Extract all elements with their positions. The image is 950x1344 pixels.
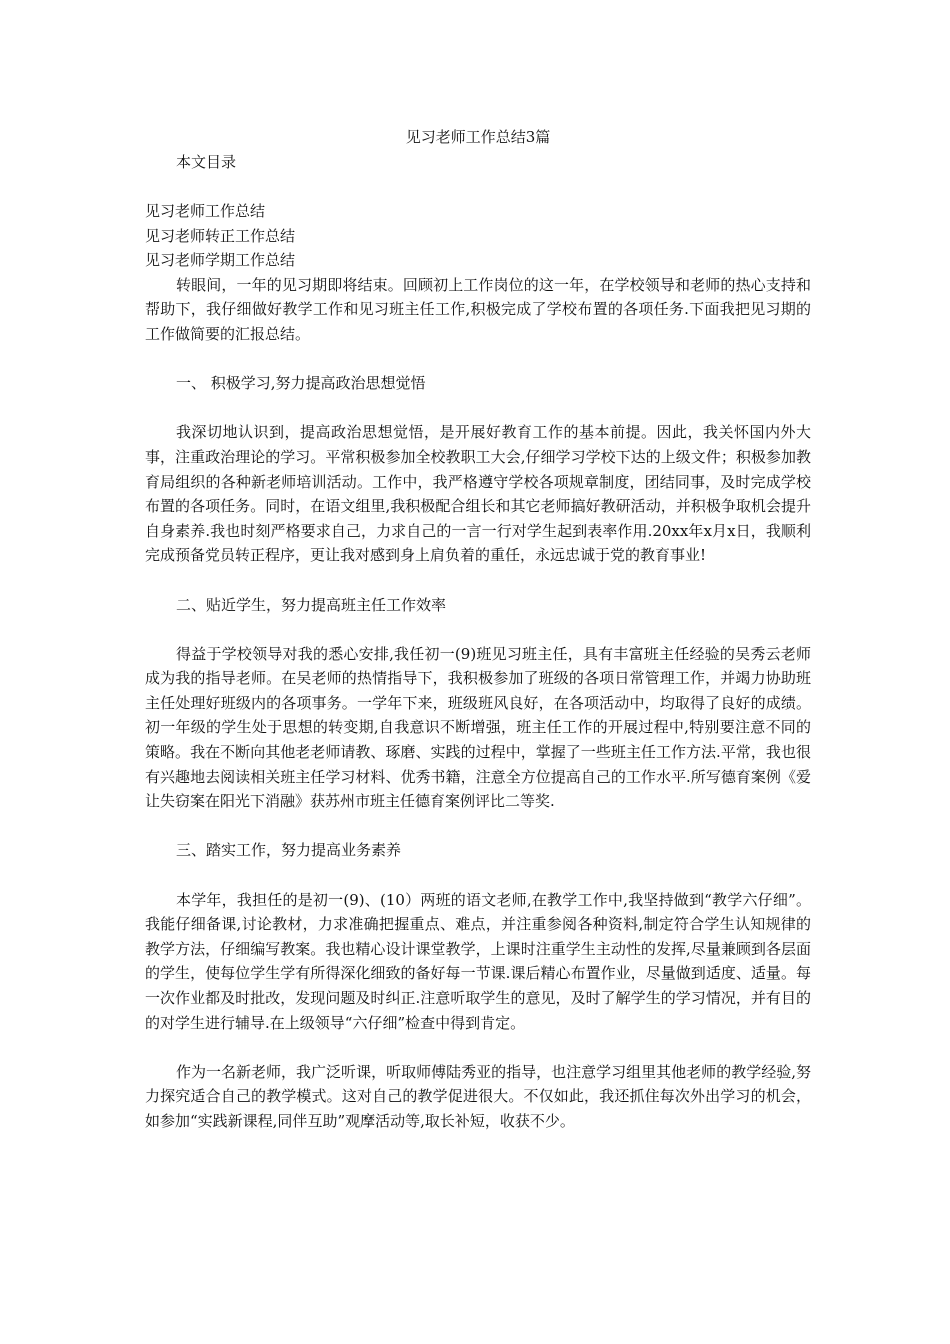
toc-heading: 本文目录	[176, 153, 237, 171]
spacer	[145, 814, 811, 839]
spacer	[145, 1035, 811, 1060]
section-body-2: 得益于学校领导对我的悉心安排,我任初一(9)班见习班主任，具有丰富班主任经验的吴秀云老师成为我的指导老师。在吴老师的热情指导下，我积极参加了班级的各项日常管理工作，并竭力协助班主任处理好班级内的各项事务。一学年下来，班级班风良好，在各项活动中，均取得了良好的成绩。初一年级的学生处于思想的转变期,自我意识不断增强，班主任工作的开展过程中,特别要注意不同的策略。我在不断向其他老老师请教、琢磨、实践的过程中，掌握了一些班主任工作方法.平常，我也很有兴趣地去阅读相关班主任学习材料、优秀书籍，注意全方位提高自己的工作水平.所写德育案例《爱让失窃案在阳光下消融》获苏州市班主任德育案例评比二等奖.	[145, 644, 811, 811]
spacer	[145, 863, 811, 888]
spacer	[145, 568, 811, 593]
spacer	[145, 617, 811, 642]
document-title: 见习老师工作总结3篇	[405, 128, 551, 146]
toc-item-2: 见习老师转正工作总结	[145, 226, 296, 245]
section-heading-3: 三、踏实工作，努力提高业务素养	[176, 841, 402, 860]
section-heading-2: 二、贴近学生，努力提高班主任工作效率	[176, 595, 447, 614]
toc-item-1: 见习老师工作总结	[145, 202, 266, 220]
spacer	[145, 347, 811, 372]
toc-item-3: 见习老师学期工作总结	[145, 251, 296, 270]
section-heading-1: 一、 积极学习,努力提高政治思想觉悟	[176, 374, 426, 393]
spacer	[145, 396, 811, 421]
section-body-3a: 本学年，我担任的是初一(9)、(10）两班的语文老师,在教学工作中,我坚持做到“教学六仔细”。我能仔细备课,讨论教材，力求准确把握重点、难点，并注重参阅各种资料,制定符合学生认知规律的教学方法，仔细编写教案。我也精心设计课堂教学，上课时注重学生主动性的发挥,尽量兼顾到各层面的学生，使每位学生学有所得深化细致的备好每一节课.课后精心布置作业，尽量做到适度、适量。每一次作业都及时批改，发现问题及时纠正.注意听取学生的意见，及时了解学生的学习情况，并有目的的对学生进行辅导.在上级领导“六仔细”检查中得到肯定。	[145, 890, 811, 1032]
section-body-1: 我深切地认识到，提高政治思想觉悟，是开展好教育工作的基本前提。因此，我关怀国内外大事，注重政治理论的学习。平常积极参加全校教职工大会,仔细学习学校下达的上级文件；积极参加教育局组织的各种新老师培训活动。工作中，我严格遵守学校各项规章制度，团结同事，及时完成学校布置的各项任务。同时，在语文组里,我积极配合组长和其它老师搞好教研活动，并积极争取机会提升自身素养.我也时刻严格要求自己，力求自己的一言一行对学生起到表率作用.20xx年x月x日，我顺利完成预备党员转正程序，更让我对感到身上肩负着的重任，永远忠诚于党的教育事业!	[145, 423, 811, 565]
document-body	[145, 125, 811, 1134]
section-body-3b: 作为一名新老师，我广泛听课，听取师傅陆秀亚的指导，也注意学习组里其他老师的教学经验,努力探究适合自己的教学模式。这对自己的教学促进很大。不仅如此，我还抓住每次外出学习的机会，如参加“实践新课程,同伴互助”观摩活动等,取长补短，收获不少。	[145, 1062, 811, 1130]
intro-paragraph: 转眼间，一年的见习期即将结束。回顾初上工作岗位的这一年，在学校领导和老师的热心支持和帮助下，我仔细做好教学工作和见习班主任工作,积极完成了学校布置的各项任务.下面我把见习期的工作做简要的汇报总结。	[145, 275, 811, 343]
